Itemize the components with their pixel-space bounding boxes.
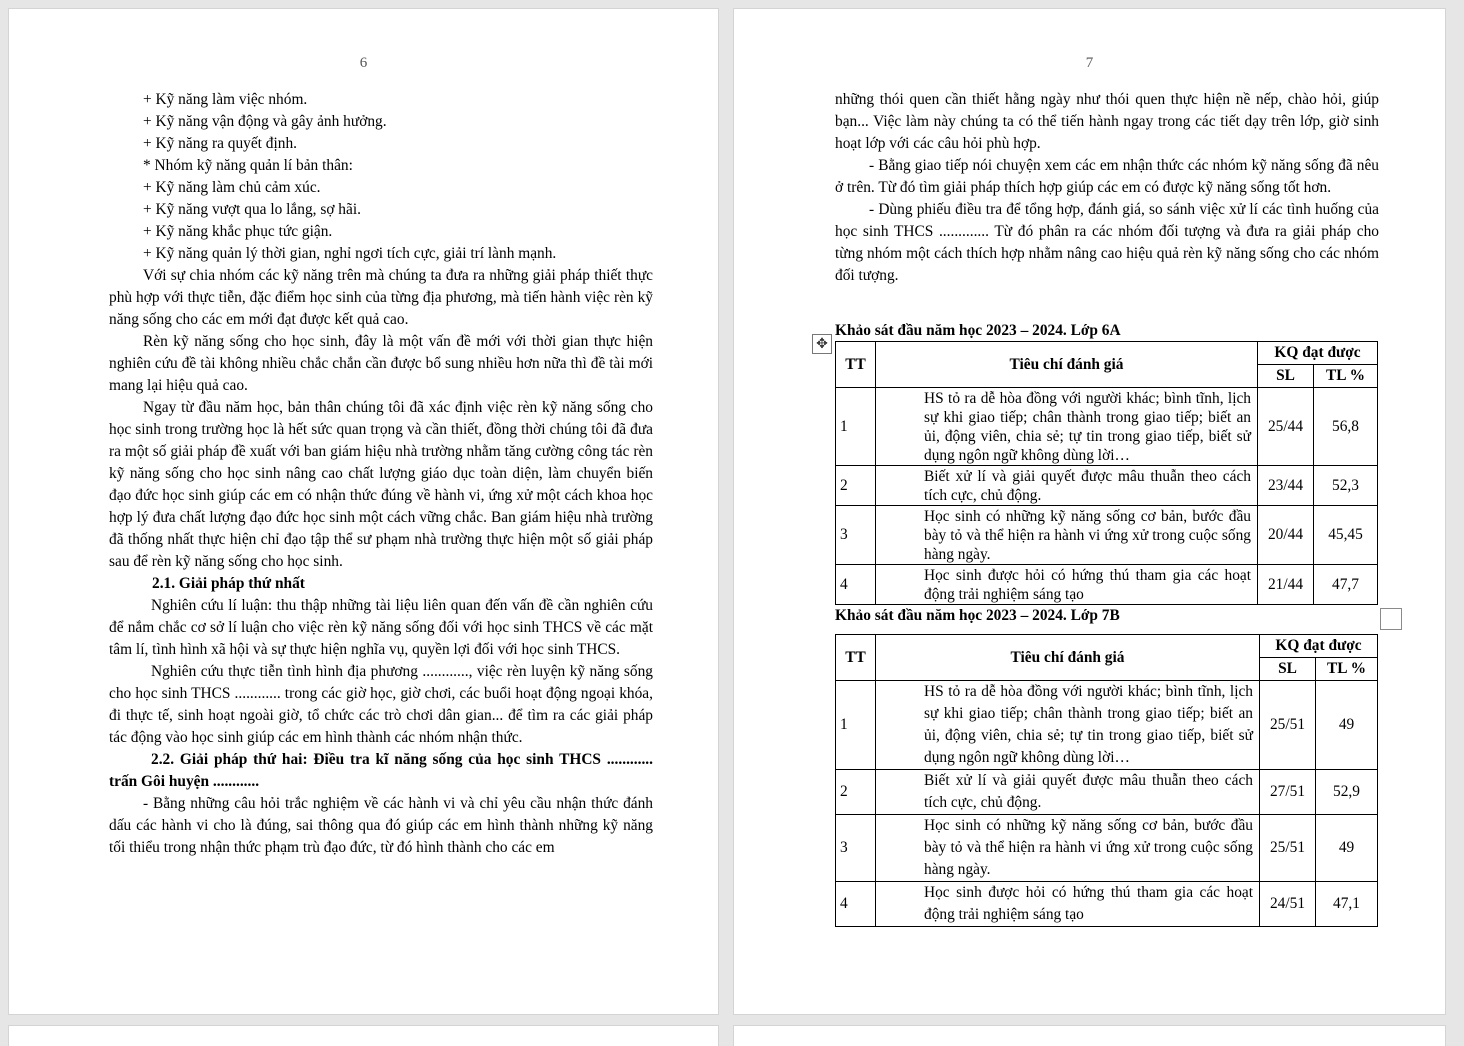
table-row — [836, 388, 1378, 466]
table-row — [836, 882, 1378, 927]
table-row — [836, 565, 1378, 605]
header-tt: TT — [836, 635, 876, 681]
document-page-7 — [734, 9, 1445, 1014]
bullet-line: + Kỹ năng khắc phục tức giận. — [143, 223, 333, 240]
document-page-6 — [9, 9, 718, 1014]
cell-tl: 47,1 — [1316, 882, 1378, 927]
cell-criteria: Học sinh có những kỹ năng sống cơ bản, bước đầu bày tỏ và thể hiện ra hành vi ứng xử trong cuộc sống hàng ngày. — [876, 815, 1260, 882]
bullet-line: + Kỹ năng quản lý thời gian, nghỉ ngơi tích cực, giải trí lành mạnh. — [143, 245, 557, 262]
page-body — [835, 89, 1379, 927]
next-page-edge — [734, 1026, 1445, 1046]
header-tt: TT — [836, 342, 876, 388]
header-sl: SL — [1258, 365, 1314, 388]
cell-tl: 52,9 — [1316, 770, 1378, 815]
cell-sl: 23/44 — [1258, 466, 1314, 506]
page-number: 7 — [1085, 55, 1094, 71]
cell-tl: 49 — [1316, 815, 1378, 882]
bullet-line: + Kỹ năng làm chủ cảm xúc. — [143, 179, 321, 196]
next-page-edge — [9, 1026, 718, 1046]
table-move-handle-icon[interactable]: ✥ — [812, 334, 832, 354]
table-row — [836, 815, 1378, 882]
cell-tl: 47,7 — [1314, 565, 1378, 605]
header-tl: TL % — [1314, 365, 1378, 388]
page-number: 6 — [359, 55, 368, 71]
section-heading: 2.2. Giải pháp thứ hai: Điều tra kĩ năng sống của học sinh THCS ............ trấn Gôi huyện ............ — [109, 751, 653, 790]
bullet-line: + Kỹ năng vận động và gây ảnh hưởng. — [143, 113, 387, 130]
paragraph: - Dùng phiếu điều tra để tổng hợp, đánh giá, so sánh việc xử lí các tình huống của học sinh THCS ............. Từ đó phân ra các nhóm đối tượng và đưa ra giải pháp cho từng nhóm một cách thích hợp nhằm nâng cao hiệu quả rèn kỹ năng sống cho các nhóm đối tượng. — [835, 201, 1379, 284]
cell-tt: 3 — [836, 815, 876, 882]
cell-criteria: HS tỏ ra dễ hòa đồng với người khác; bình tĩnh, lịch sự khi giao tiếp; chân thành trong giao tiếp; biết an ủi, động viên, chia sẻ; tự tin trong giao tiếp, biết sử dụng ngôn ngữ không dùng lời… — [876, 681, 1260, 770]
bullet-line: + Kỹ năng làm việc nhóm. — [143, 91, 308, 108]
cell-sl: 25/51 — [1260, 815, 1316, 882]
cell-tt: 2 — [836, 770, 876, 815]
paragraph: - Bằng giao tiếp nói chuyện xem các em nhận thức các nhóm kỹ năng sống đã nêu ở trên. Từ đó tìm giải pháp thích hợp giúp các em có được kỹ năng sống tốt hơn. — [835, 157, 1379, 196]
paragraph: Nghiên cứu lí luận: thu thập những tài liệu liên quan đến vấn đề cần nghiên cứu để nắm chắc cơ sở lí luận cho việc rèn kỹ năng sống đối với học sinh THCS về các mặt tâm lí, tình hình xã hội và sự thực hiện nghĩa vụ, quyền lợi đối với học sinh THCS. — [109, 597, 653, 658]
cell-criteria: Biết xử lí và giải quyết được mâu thuẫn theo cách tích cực, chủ động. — [876, 466, 1258, 506]
cell-tt: 1 — [836, 681, 876, 770]
cell-sl: 21/44 — [1258, 565, 1314, 605]
paragraph: Với sự chia nhóm các kỹ năng trên mà chúng ta đưa ra những giải pháp thiết thực phù hợp với thực tiễn, đặc điểm học sinh của từng địa phương, mà tiến hành việc rèn kỹ năng sống cho các em mới đạt được kết quả cao. — [109, 267, 653, 328]
bullet-line: * Nhóm kỹ năng quản lí bản thân: — [143, 157, 353, 174]
table-caption: Khảo sát đầu năm học 2023 – 2024. Lớp 7B — [835, 607, 1120, 624]
header-sl: SL — [1260, 658, 1316, 681]
bullet-line: + Kỹ năng ra quyết định. — [143, 135, 298, 152]
cell-tl: 49 — [1316, 681, 1378, 770]
paragraph: - Bằng những câu hỏi trắc nghiệm về các hành vi và chỉ yêu cầu nhận thức đánh dấu các hành vi cho là đúng, sai thông qua đó giúp các em hình thành những kỹ năng tối thiểu trong nhận thức phạm trù đạo đức, từ đó hình thành cho các em — [109, 795, 653, 856]
cell-tt: 4 — [836, 882, 876, 927]
cell-criteria: Biết xử lí và giải quyết được mâu thuẫn theo cách tích cực, chủ động. — [876, 770, 1260, 815]
cell-tt: 4 — [836, 565, 876, 605]
table-resize-handle[interactable] — [1380, 608, 1402, 630]
cell-tt: 1 — [836, 388, 876, 466]
header-criteria: Tiêu chí đánh giá — [876, 342, 1258, 388]
cell-tt: 3 — [836, 506, 876, 565]
paragraph: Nghiên cứu thực tiễn tình hình địa phương ............, việc rèn luyện kỹ năng sống cho học sinh THCS ............ trong các giờ học, giờ chơi, các buổi hoạt động ngoại khóa, đi thực tế, sinh hoạt ngoài giờ, tổ chức các trò chơi dân gian... để tìm ra các giải pháp tác động vào học sinh giúp các em hình thành các nhóm nhận thức. — [109, 663, 653, 746]
table-row — [836, 466, 1378, 506]
cell-sl: 20/44 — [1258, 506, 1314, 565]
cell-sl: 25/44 — [1258, 388, 1314, 466]
cell-sl: 27/51 — [1260, 770, 1316, 815]
page-body — [109, 89, 653, 859]
paragraph: những thói quen cần thiết hằng ngày như thói quen thực hiện nề nếp, chào hỏi, giúp bạn... Việc làm này chúng ta có thể tiến hành ngay trong các tiết dạy trên lớp, giờ sinh hoạt lớp với các câu hỏi phù hợp. — [835, 91, 1379, 152]
cell-sl: 25/51 — [1260, 681, 1316, 770]
cell-criteria: HS tỏ ra dễ hòa đồng với người khác; bình tĩnh, lịch sự khi giao tiếp; chân thành trong giao tiếp; biết an ủi, động viên, chia sẻ; tự tin trong giao tiếp, biết sử dụng ngôn ngữ không dùng lời… — [876, 388, 1258, 466]
bullet-line: + Kỹ năng vượt qua lo lắng, sợ hãi. — [143, 201, 361, 218]
cell-tt: 2 — [836, 466, 876, 506]
header-criteria: Tiêu chí đánh giá — [876, 635, 1260, 681]
table-row — [836, 681, 1378, 770]
cell-criteria: Học sinh có những kỹ năng sống cơ bản, bước đầu bày tỏ và thể hiện ra hành vi ứng xử trong cuộc sống hàng ngày. — [876, 506, 1258, 565]
cell-criteria: Học sinh được hỏi có hứng thú tham gia các hoạt động trải nghiệm sáng tạo — [876, 882, 1260, 927]
survey-table-7b[interactable] — [835, 634, 1378, 927]
header-result: KQ đạt được — [1260, 635, 1378, 658]
header-result: KQ đạt được — [1258, 342, 1378, 365]
cell-tl: 45,45 — [1314, 506, 1378, 565]
table-caption: Khảo sát đầu năm học 2023 – 2024. Lớp 6A — [835, 322, 1121, 339]
paragraph: Ngay từ đầu năm học, bản thân chúng tôi đã xác định việc rèn kỹ năng sống cho học sinh trong trường học là hết sức quan trọng và cần thiết, đồng thời chúng tôi đã đưa ra một số giải pháp đề xuất với ban giám hiệu nhà trường nhằm tăng cường công tác rèn kỹ năng sống cho học sinh nâng cao chất lượng giáo dục toàn diện, làm chuyển biến đạo đức học sinh giúp các em có nhận thức đúng về hành vi, ứng xử một cách khoa học hợp lý đưa chất lượng đạo đức học sinh một cách vững chắc. Ban giám hiệu nhà trường đã thống nhất thực hiện chỉ đạo tập thể sư phạm nhà trường thực hiện một số giải pháp sau để rèn kỹ năng sống cho học sinh. — [109, 399, 653, 570]
table-row — [836, 770, 1378, 815]
cell-sl: 24/51 — [1260, 882, 1316, 927]
cell-criteria: Học sinh được hỏi có hứng thú tham gia các hoạt động trải nghiệm sáng tạo — [876, 565, 1258, 605]
cell-tl: 52,3 — [1314, 466, 1378, 506]
header-tl: TL % — [1316, 658, 1378, 681]
cell-tl: 56,8 — [1314, 388, 1378, 466]
table-row — [836, 506, 1378, 565]
survey-table-6a[interactable] — [835, 341, 1378, 605]
section-heading: 2.1. Giải pháp thứ nhất — [152, 575, 305, 592]
paragraph: Rèn kỹ năng sống cho học sinh, đây là một vấn đề mới với thời gian thực hiện nghiên cứu đề tài không nhiều chắc chắn cần được bổ sung nhiều hơn nữa thì đề tài mới mang lại hiệu quả cao. — [109, 333, 653, 394]
